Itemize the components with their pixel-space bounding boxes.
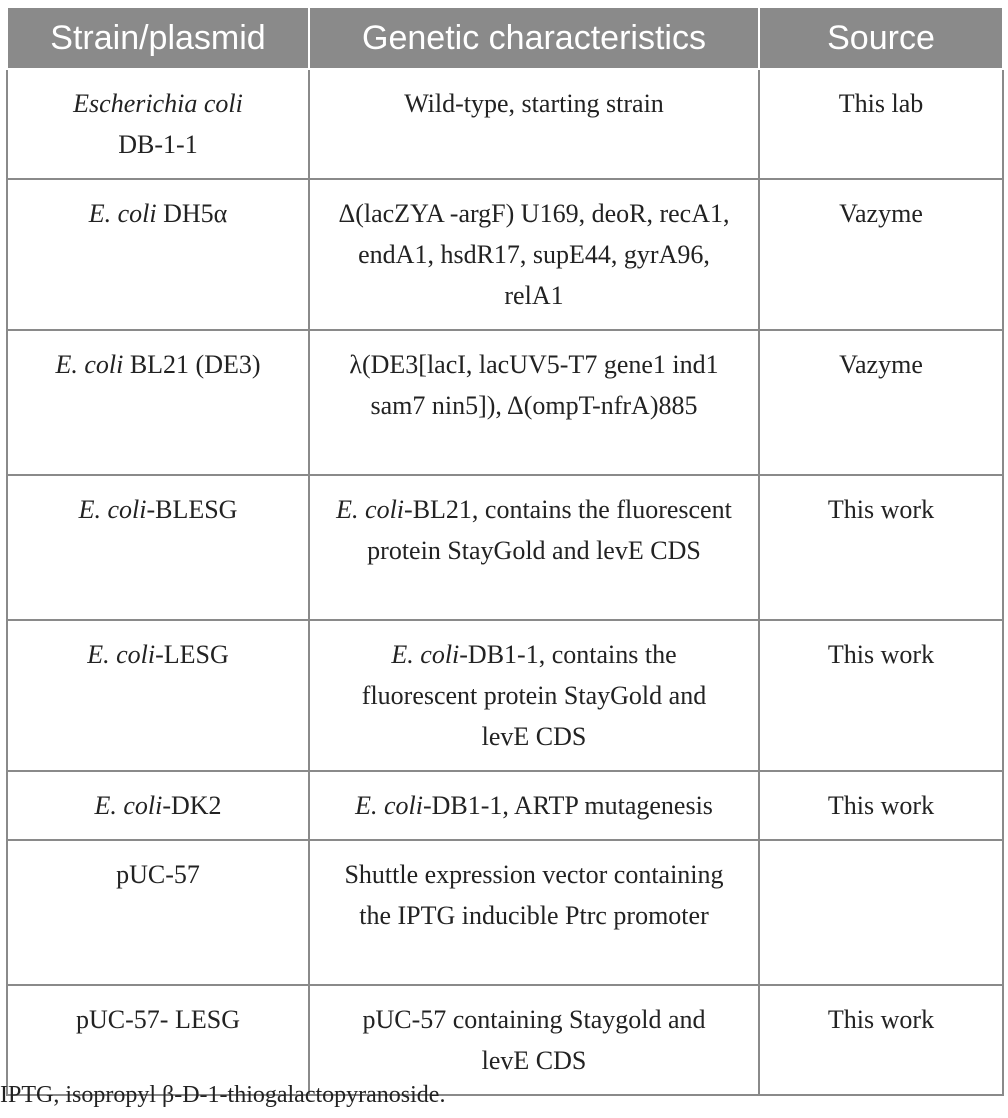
strain-genus: E. coli xyxy=(87,640,156,669)
characteristics-cell xyxy=(309,620,759,771)
strains-table xyxy=(6,6,1004,1096)
strain-name: DH5α xyxy=(156,199,228,228)
characteristics-cell xyxy=(309,69,759,179)
characteristics-cell xyxy=(309,985,759,1095)
table-row xyxy=(7,771,1003,840)
strain-name: -LESG xyxy=(155,640,229,669)
table-footnote: IPTG, isopropyl β-D-1-thiogalactopyranoside. xyxy=(0,1082,446,1108)
characteristics-text: λ(DE3[lacI, lacUV5-T7 gene1 ind1 sam7 nin5]), Δ(ompT-nfrA)885 xyxy=(349,350,719,420)
strain-cell xyxy=(7,985,309,1095)
strain-name: pUC-57 xyxy=(116,860,200,889)
strain-cell xyxy=(7,179,309,330)
strain-cell xyxy=(7,771,309,840)
characteristics-genus: E. coli xyxy=(391,640,460,669)
strain-genus: E. coli xyxy=(78,495,147,524)
table-row xyxy=(7,475,1003,620)
characteristics-text: Δ(lacZYA -argF) U169, deoR, recA1, endA1, hsdR17, supE44, gyrA96, relA1 xyxy=(338,199,730,310)
strain-genus: E. coli xyxy=(55,350,124,379)
strain-cell xyxy=(7,840,309,985)
characteristics-genus: E. coli xyxy=(336,495,405,524)
source-cell: This work xyxy=(759,475,1003,620)
table-row xyxy=(7,840,1003,985)
strain-name: DB-1-1 xyxy=(118,130,198,159)
strain-genus: E. coli xyxy=(94,791,163,820)
source-cell: Vazyme xyxy=(759,179,1003,330)
strain-cell xyxy=(7,475,309,620)
strain-name: pUC-57- LESG xyxy=(76,1005,240,1034)
table-row xyxy=(7,69,1003,179)
source-cell: This work xyxy=(759,985,1003,1095)
header-characteristics: Genetic characteristics xyxy=(309,7,759,69)
header-row xyxy=(7,7,1003,69)
characteristics-genus: E. coli xyxy=(355,791,423,820)
strain-genus: Escherichia coli xyxy=(73,89,243,118)
table-row xyxy=(7,620,1003,771)
table-row xyxy=(7,985,1003,1095)
characteristics-cell xyxy=(309,179,759,330)
characteristics-text: -DB1-1, ARTP mutagenesis xyxy=(422,791,713,820)
source-cell: This lab xyxy=(759,69,1003,179)
characteristics-cell xyxy=(309,330,759,475)
strain-name: -BLESG xyxy=(146,495,238,524)
strain-name: BL21 (DE3) xyxy=(123,350,261,379)
source-cell: Vazyme xyxy=(759,330,1003,475)
characteristics-text: -BL21, contains the fluorescent protein StayGold and levE CDS xyxy=(367,495,732,565)
strain-cell xyxy=(7,69,309,179)
characteristics-text: Shuttle expression vector containing the IPTG inducible Ptrc promoter xyxy=(344,860,724,930)
header-source: Source xyxy=(759,7,1003,69)
strains-table-container xyxy=(6,6,1002,1096)
characteristics-text: pUC-57 containing Staygold and levE CDS xyxy=(362,1005,706,1075)
source-cell: This work xyxy=(759,771,1003,840)
table-row xyxy=(7,179,1003,330)
strain-cell xyxy=(7,330,309,475)
table-body xyxy=(7,69,1003,1095)
strain-genus: E. coli xyxy=(88,199,157,228)
header-strain: Strain/plasmid xyxy=(7,7,309,69)
characteristics-cell xyxy=(309,840,759,985)
strain-cell xyxy=(7,620,309,771)
characteristics-text: Wild-type, starting strain xyxy=(404,89,664,118)
table-row xyxy=(7,330,1003,475)
characteristics-cell xyxy=(309,475,759,620)
source-cell: This work xyxy=(759,620,1003,771)
characteristics-text: -DB1-1, contains the fluorescent protein StayGold and levE CDS xyxy=(361,640,707,751)
characteristics-cell xyxy=(309,771,759,840)
strain-name: -DK2 xyxy=(162,791,222,820)
source-cell xyxy=(759,840,1003,985)
